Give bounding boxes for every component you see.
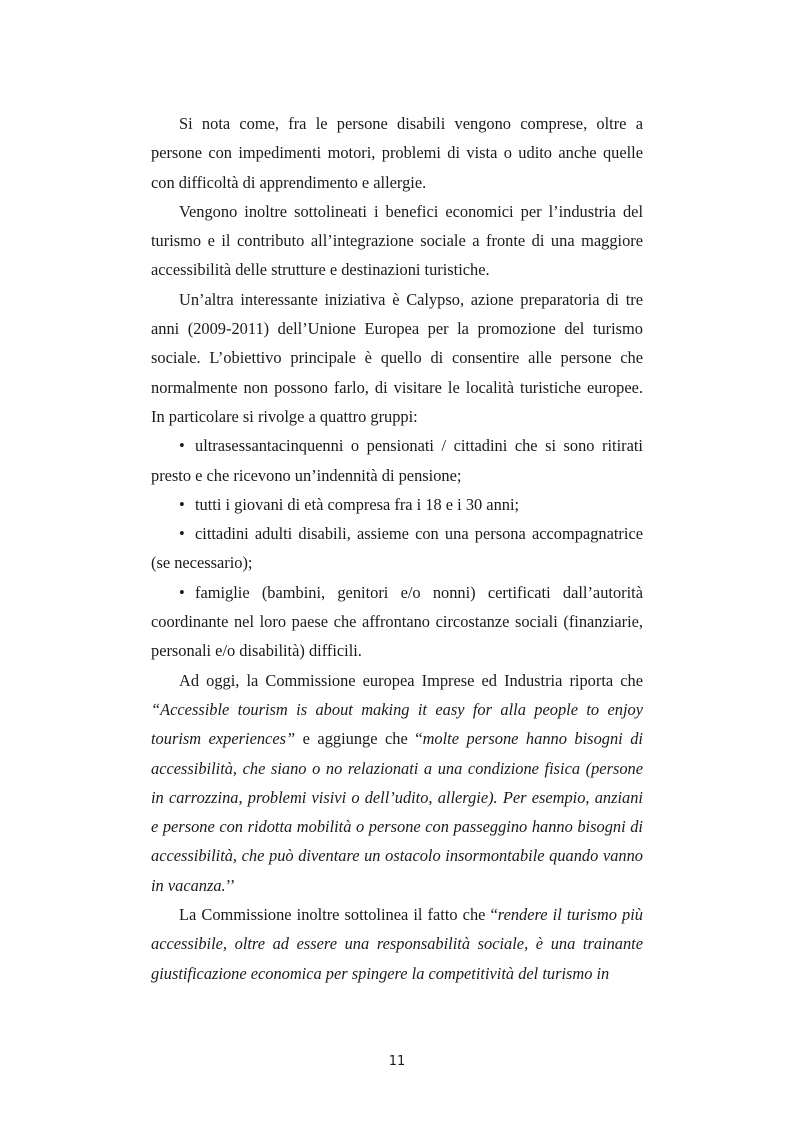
paragraph-calypso: Un’altra interessante iniziativa è Calypso, azione preparatoria di tre anni (2009-2011) dell’Unione Europea per la promozione del turismo sociale. L’obiettivo principale è quello di consentire alle persone che normalmente non possono farlo, di visitare le località turistiche europee. In particolare si rivolge a quattro gruppi: [151, 289, 643, 426]
page-number: 11 [388, 1054, 406, 1069]
paragraph-commission-underlines [151, 900, 643, 988]
paragraph-economic-benefits: Vengono inoltre sottolineati i benefici economici per l’industria del turismo e il contributo all’integrazione sociale a fronte di una maggiore accessibilità delle strutture e destinazioni turistiche. [151, 201, 643, 280]
accessibility-needs-quote: molte persone hanno bisogni di accessibilità, che siano o no relazionati a una condizione fisica (persone in carrozzina, problemi visivi o dell’udito, allergie). Per esempio, anziani e persone con ridotta mobilità o persone con passeggino hanno bisogni di accessibilità, che può diventare un ostacolo insormontabile quando vanno in vacanza. [151, 729, 643, 895]
list-item-text: famiglie (bambini, genitori e/o nonni) certificati dall’autorità coordinante nel loro paese che affrontano circostanze sociali (finanziarie, personali e/o disabilità) difficili. [151, 582, 643, 661]
accessible-tourism-quote: “Accessible tourism is about making it easy for alla people to enjoy tourism experiences” [151, 699, 643, 749]
bullet-icon: • [179, 436, 185, 456]
bullet-icon: • [179, 524, 185, 544]
document-page [151, 109, 643, 988]
list-item-text: ultrasessantacinquenni o pensionati / cittadini che si sono ritirati presto e che ricevono un’indennità di pensione; [151, 436, 643, 485]
bullet-icon: • [179, 582, 185, 602]
quote-close-mark: ’’ [225, 875, 236, 895]
bullet-icon: • [179, 494, 185, 514]
list-item [151, 431, 643, 490]
list-item [151, 519, 643, 578]
list-item-text: cittadini adulti disabili, assieme con una persona accompagnatrice (se necessario); [151, 524, 643, 573]
list-item-text: tutti i giovani di età compresa fra i 18 e i 30 anni; [195, 494, 520, 514]
commission-lead-text: Ad oggi, la Commissione europea Imprese ed Industria riporta che [179, 670, 643, 690]
list-item [151, 490, 643, 519]
paragraph-commission-report [151, 666, 643, 900]
list-item [151, 578, 643, 666]
competitiveness-quote: rendere il turismo più accessibile, oltre ad essere una responsabilità sociale, è una trainante giustificazione economica per spingere la competitività del turismo in [151, 905, 643, 983]
underline-lead-text: La Commissione inoltre sottolinea il fatto che “ [179, 905, 498, 925]
paragraph-disabled-persons: Si nota come, fra le persone disabili vengono comprese, oltre a persone con impedimenti motori, problemi di vista o udito anche quelle con difficoltà di apprendimento e allergie. [151, 114, 643, 192]
commission-middle-text: e aggiunge che “ [295, 729, 423, 749]
